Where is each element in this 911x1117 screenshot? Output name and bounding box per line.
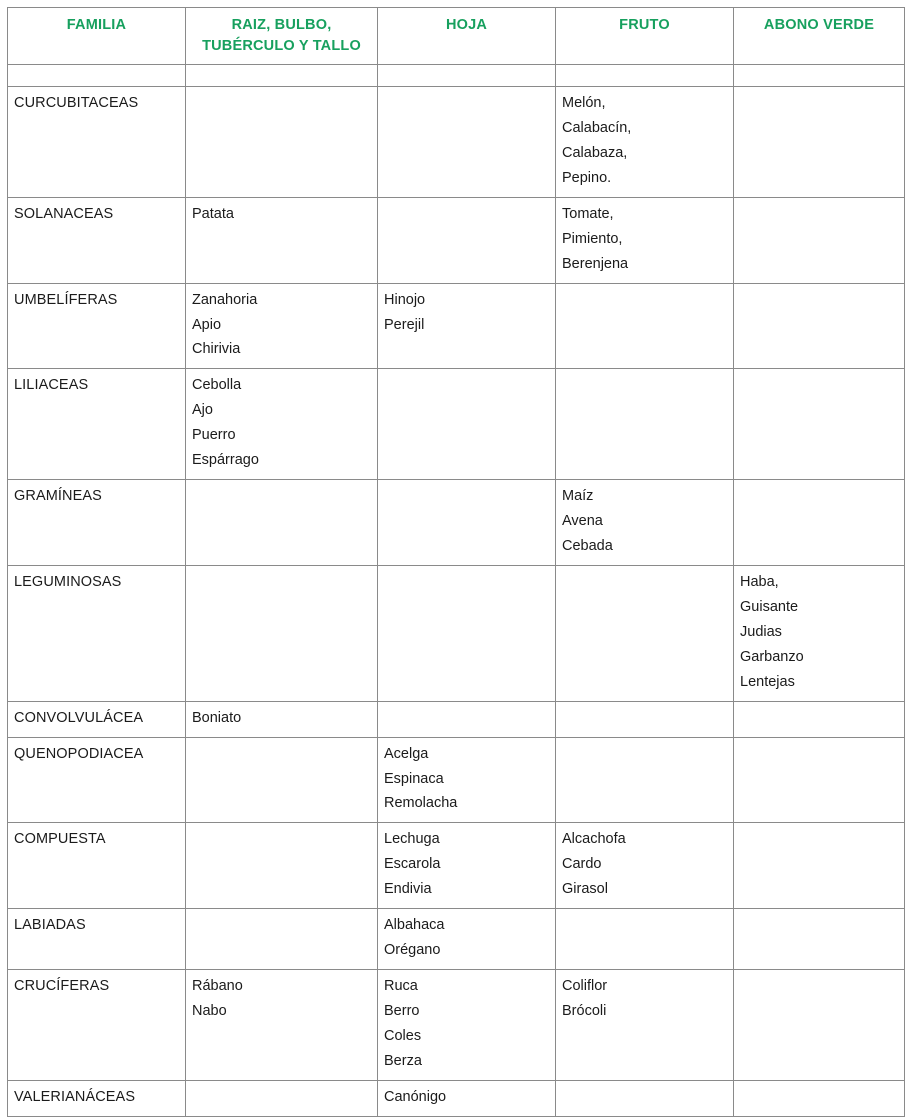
cell-hoja: [378, 1080, 556, 1116]
cell-fruto: [556, 970, 734, 1081]
table-row: [8, 283, 905, 369]
cell-fruto: [556, 65, 734, 87]
cell-raiz: [186, 283, 378, 369]
table-row: [8, 970, 905, 1081]
cell-abono-verde: [734, 65, 905, 87]
header-line: TUBÉRCULO Y TALLO: [202, 38, 361, 55]
cell-abono-verde: [734, 1080, 905, 1116]
cell-abono-verde: [734, 565, 905, 701]
crop-name: Alcachofa: [562, 831, 626, 848]
crop-name: Zanahoria: [192, 291, 258, 308]
table-row: [8, 369, 905, 480]
crop-name: Berenjena: [562, 255, 629, 272]
column-header-abono-verde: [734, 8, 905, 65]
cell-familia: [8, 701, 186, 737]
table-row: [8, 87, 905, 198]
cell-raiz: [186, 480, 378, 566]
crop-name: Endivia: [384, 881, 432, 898]
family-label: CURCUBITACEAS: [14, 95, 139, 112]
crop-name: Boniato: [192, 709, 242, 726]
table-row: [8, 197, 905, 283]
crop-name: Cardo: [562, 856, 602, 873]
column-header-raiz: [186, 8, 378, 65]
family-label: UMBELÍFERAS: [14, 291, 118, 308]
crop-name: Pimiento,: [562, 230, 623, 247]
table-row: [8, 480, 905, 566]
crop-name: Chirivia: [192, 341, 241, 358]
cell-familia: [8, 1080, 186, 1116]
crop-name: Judias: [740, 623, 782, 640]
cell-fruto: [556, 565, 734, 701]
family-label: QUENOPODIACEA: [14, 745, 144, 762]
cell-familia: [8, 823, 186, 909]
family-label: COMPUESTA: [14, 831, 106, 848]
crop-name: Coliflor: [562, 978, 608, 995]
cell-fruto: [556, 823, 734, 909]
cell-fruto: [556, 87, 734, 198]
crop-rotation-table: [7, 7, 905, 1117]
crop-name: Haba,: [740, 573, 779, 590]
table-row: [8, 823, 905, 909]
crop-name: Puerro: [192, 427, 236, 444]
crop-name: Perejil: [384, 316, 425, 333]
crop-name: Melón,: [562, 95, 606, 112]
crop-name: Lentejas: [740, 673, 795, 690]
cell-raiz: [186, 87, 378, 198]
cell-raiz: [186, 970, 378, 1081]
cell-familia: [8, 565, 186, 701]
cell-abono-verde: [734, 737, 905, 823]
crop-name: Albahaca: [384, 917, 445, 934]
cell-hoja: [378, 909, 556, 970]
cell-hoja: [378, 369, 556, 480]
cell-hoja: [378, 565, 556, 701]
crop-name: Girasol: [562, 881, 608, 898]
cell-fruto: [556, 1080, 734, 1116]
cell-hoja: [378, 701, 556, 737]
cell-fruto: [556, 283, 734, 369]
table-row: [8, 65, 905, 87]
cell-raiz: [186, 369, 378, 480]
cell-raiz: [186, 701, 378, 737]
cell-hoja: [378, 970, 556, 1081]
crop-name: Berza: [384, 1052, 422, 1069]
family-label: GRAMÍNEAS: [14, 488, 102, 505]
document-page: [0, 7, 911, 1105]
crop-name: Pepino.: [562, 169, 612, 186]
family-label: LABIADAS: [14, 917, 86, 934]
cell-familia: [8, 369, 186, 480]
crop-name: Espárrago: [192, 452, 259, 469]
cell-fruto: [556, 701, 734, 737]
cell-familia: [8, 87, 186, 198]
cell-abono-verde: [734, 197, 905, 283]
crop-name: Ruca: [384, 978, 418, 995]
crop-name: Ajo: [192, 402, 213, 419]
cell-abono-verde: [734, 909, 905, 970]
table-body: [8, 65, 905, 1117]
crop-name: Escarola: [384, 856, 441, 873]
crop-name: Cebolla: [192, 377, 242, 394]
header-row: [8, 8, 905, 65]
crop-name: Calabaza,: [562, 144, 628, 161]
cell-familia: [8, 480, 186, 566]
cell-familia: [8, 970, 186, 1081]
cell-hoja: [378, 737, 556, 823]
cell-abono-verde: [734, 701, 905, 737]
cell-hoja: [378, 283, 556, 369]
cell-hoja: [378, 480, 556, 566]
crop-name: Maíz: [562, 488, 594, 505]
crop-name: Patata: [192, 205, 234, 222]
header-line: FRUTO: [619, 17, 670, 33]
cell-fruto: [556, 369, 734, 480]
cell-abono-verde: [734, 823, 905, 909]
cell-raiz: [186, 909, 378, 970]
column-header-fruto: [556, 8, 734, 65]
crop-name: Orégano: [384, 942, 441, 959]
crop-name: Nabo: [192, 1003, 227, 1020]
column-header-familia: [8, 8, 186, 65]
cell-fruto: [556, 909, 734, 970]
cell-raiz: [186, 823, 378, 909]
cell-fruto: [556, 737, 734, 823]
cell-raiz: [186, 197, 378, 283]
column-header-hoja: [378, 8, 556, 65]
header-line: ABONO VERDE: [763, 17, 875, 33]
cell-abono-verde: [734, 480, 905, 566]
crop-name: Apio: [192, 316, 222, 333]
crop-name: Lechuga: [384, 831, 440, 848]
cell-raiz: [186, 565, 378, 701]
family-label: CONVOLVULÁCEA: [14, 709, 144, 726]
cell-fruto: [556, 197, 734, 283]
cell-familia: [8, 197, 186, 283]
crop-name: Guisante: [740, 598, 799, 615]
cell-raiz: [186, 65, 378, 87]
family-label: SOLANACEAS: [14, 205, 114, 222]
cell-hoja: [378, 87, 556, 198]
crop-name: Coles: [384, 1027, 422, 1044]
header-line: FAMILIA: [66, 17, 127, 33]
cell-hoja: [378, 823, 556, 909]
cell-raiz: [186, 737, 378, 823]
crop-name: Berro: [384, 1003, 420, 1020]
cell-familia: [8, 283, 186, 369]
cell-familia: [8, 909, 186, 970]
crop-name: Tomate,: [562, 205, 614, 222]
crop-name: Calabacín,: [562, 119, 632, 136]
crop-name: Remolacha: [384, 795, 458, 812]
crop-name: Garbanzo: [740, 648, 804, 665]
cell-hoja: [378, 65, 556, 87]
cell-hoja: [378, 197, 556, 283]
family-label: LILIACEAS: [14, 377, 89, 394]
crop-name: Rábano: [192, 978, 243, 995]
table-row: [8, 1080, 905, 1116]
table-row: [8, 909, 905, 970]
table-row: [8, 737, 905, 823]
table-row: [8, 565, 905, 701]
crop-name: Avena: [562, 513, 603, 530]
cell-raiz: [186, 1080, 378, 1116]
family-label: CRUCÍFERAS: [14, 978, 110, 995]
crop-name: Acelga: [384, 745, 429, 762]
cell-abono-verde: [734, 369, 905, 480]
header-line: RAIZ, BULBO,: [231, 17, 332, 33]
crop-name: Brócoli: [562, 1003, 607, 1020]
crop-name: Hinojo: [384, 291, 426, 308]
table-row: [8, 701, 905, 737]
cell-fruto: [556, 480, 734, 566]
cell-abono-verde: [734, 970, 905, 1081]
cell-familia: [8, 65, 186, 87]
crop-name: Cebada: [562, 538, 613, 555]
table-header: [8, 8, 905, 65]
family-label: LEGUMINOSAS: [14, 573, 122, 590]
cell-familia: [8, 737, 186, 823]
family-label: VALERIANÁCEAS: [14, 1088, 136, 1105]
cell-abono-verde: [734, 87, 905, 198]
header-line: HOJA: [445, 17, 488, 33]
cell-abono-verde: [734, 283, 905, 369]
crop-name: Espinaca: [384, 770, 444, 787]
crop-name: Canónigo: [384, 1088, 447, 1105]
